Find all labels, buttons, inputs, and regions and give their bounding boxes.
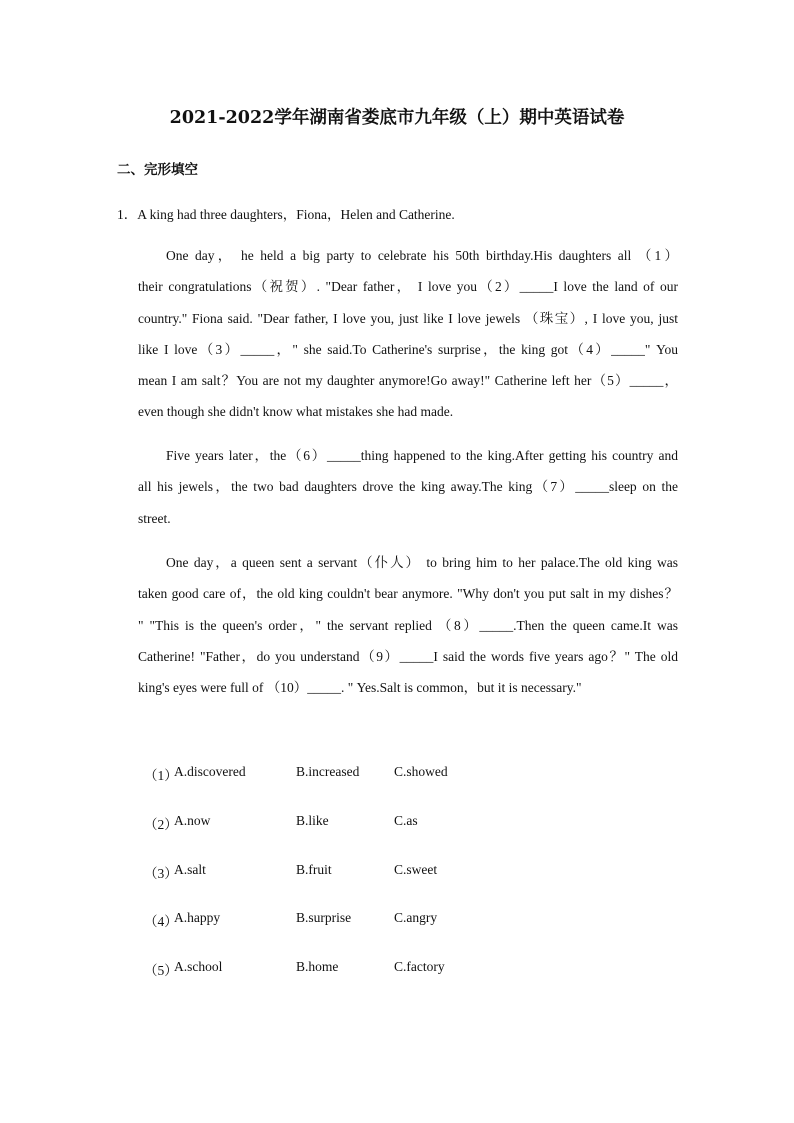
option-c: C.sweet	[394, 861, 438, 877]
passage-line: One day，a queen sent a servant（仆人） to bring him to her palace.The old king was	[166, 555, 678, 570]
option-a: A.salt	[174, 861, 206, 877]
option-a: A.school	[174, 959, 223, 975]
option-number: （5）	[144, 963, 178, 979]
passage-line: country." Fiona said. "Dear father, I love you, just like I love jewels （珠宝）, I love you, just	[138, 310, 678, 326]
passage-line: taken good care of，the old king couldn't bear anymore. "Why don't you put salt in my dishes？	[138, 586, 678, 602]
option-number: （2）	[144, 816, 178, 832]
option-number: （3）	[144, 865, 178, 881]
question-intro: 1．A king had three daughters，Fiona，Helen and Catherine.	[117, 207, 455, 222]
option-c: C.showed	[394, 764, 448, 779]
option-c: C.factory	[394, 959, 445, 975]
option-b: B.home	[296, 959, 339, 975]
page-title: 2021-2022学年湖南省娄底市九年级（上）期中英语试卷	[169, 108, 625, 128]
passage-paragraph-3	[138, 547, 678, 703]
option-c: C.as	[394, 812, 418, 828]
passage-line: Five years later，the（6）_____thing happened to the king.After getting his country and	[166, 448, 678, 463]
passage-line: mean I am salt？You are not my daughter anymore!Go away!" Catherine left her（5）_____，	[138, 373, 678, 389]
passage-line: " "This is the queen's order，" the servant replied （8）_____.Then the queen came.It was	[138, 617, 678, 633]
option-b: B.fruit	[296, 861, 332, 877]
passage-line: street.	[138, 510, 171, 526]
passage-line: Catherine! "Father，do you understand（9）_____I said the words five years ago？" The old	[138, 648, 678, 664]
passage-line: their congratulations（祝贺）. "Dear father， I love you（2）_____I love the land of our	[138, 279, 678, 295]
passage-line: One day， he held a big party to celebrate his 50th birthday.His daughters all （1）	[166, 248, 678, 263]
option-a: A.now	[174, 812, 211, 828]
option-c: C.angry	[394, 910, 438, 926]
passage-line: king's eyes were full of （10）_____. " Yes.Salt is common，but it is necessary."	[138, 680, 582, 696]
passage-paragraph-2	[138, 440, 678, 534]
option-b: B.surprise	[296, 910, 352, 926]
option-number: （4）	[144, 914, 178, 930]
option-b: B.like	[296, 812, 329, 828]
option-b: B.increased	[296, 764, 360, 779]
passage-line: like I love（3）_____，" she said.To Catherine's surprise，the king got（4）_____" You	[138, 341, 678, 357]
option-a: A.discovered	[174, 764, 246, 779]
passage-line: all his jewels，the two bad daughters drove the king away.The king（7）_____sleep on the	[138, 479, 678, 495]
passage-line: even though she didn't know what mistakes she had made.	[138, 404, 454, 420]
option-a: A.happy	[174, 910, 221, 926]
option-number: （1）	[144, 768, 178, 783]
section-heading: 二、完形填空	[117, 162, 198, 178]
passage-paragraph-1	[138, 240, 678, 428]
